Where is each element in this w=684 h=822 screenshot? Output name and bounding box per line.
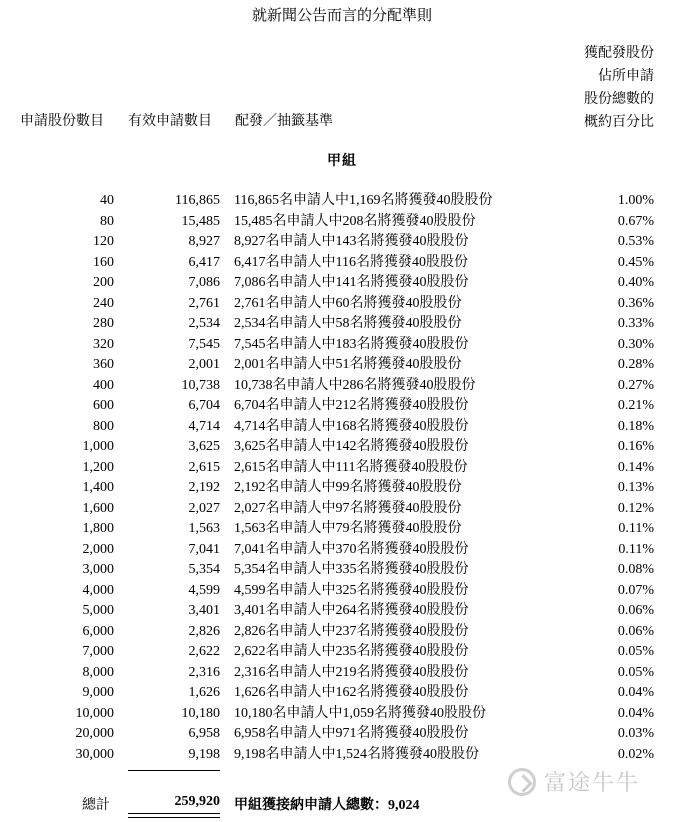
- percentage-cell: 0.03%: [617, 726, 654, 741]
- applications-cell: 4,599: [188, 582, 220, 598]
- applications-cell: 2,622: [188, 644, 220, 659]
- percentage-cell: 0.06%: [617, 603, 654, 618]
- shares-cell: 1,800: [82, 521, 114, 536]
- basis-cell: 4,714名申請人中168名將獲發40股股份: [234, 418, 469, 434]
- percentage-cell: 0.05%: [617, 664, 654, 680]
- header-percentage-line: 股份總數的: [584, 92, 654, 107]
- percentage-cell: 0.67%: [617, 213, 654, 229]
- table-row: [0, 438, 684, 459]
- table-row: [0, 500, 684, 521]
- header-shares-applied: 申請股份數目: [20, 114, 104, 129]
- shares-cell: 360: [93, 357, 114, 372]
- shares-cell: 8,000: [82, 664, 114, 680]
- table-row: [0, 192, 684, 213]
- basis-cell: 3,401名申請人中264名將獲發40股股份: [234, 603, 469, 618]
- applications-cell: 10,180: [181, 705, 220, 721]
- shares-cell: 20,000: [75, 726, 114, 741]
- applications-cell: 6,417: [188, 254, 220, 270]
- basis-cell: 7,545名申請人中183名將獲發40股股份: [234, 336, 469, 352]
- basis-cell: 2,826名申請人中237名將獲發40股股份: [234, 623, 469, 639]
- shares-cell: 280: [93, 316, 114, 331]
- table-row: [0, 356, 684, 377]
- basis-cell: 2,027名申請人中97名將獲發40股股份: [234, 500, 462, 516]
- total-double-rule: [128, 813, 220, 818]
- basis-cell: 10,180名申請人中1,059名將獲發40股股份: [234, 705, 486, 721]
- applications-cell: 6,704: [188, 398, 220, 413]
- percentage-cell: 0.21%: [617, 398, 654, 413]
- table-row: [0, 582, 684, 603]
- shares-cell: 9,000: [82, 685, 114, 700]
- shares-cell: 7,000: [82, 644, 114, 659]
- table-row: [0, 377, 684, 398]
- shares-cell: 160: [93, 254, 114, 270]
- table-row: [0, 459, 684, 480]
- applications-cell: 116,865: [175, 193, 220, 208]
- percentage-cell: 0.14%: [617, 459, 654, 475]
- percentage-cell: 1.00%: [617, 193, 654, 208]
- table-row: [0, 684, 684, 705]
- shares-cell: 4,000: [82, 582, 114, 598]
- table-row: [0, 336, 684, 357]
- applications-cell: 8,927: [188, 234, 220, 249]
- percentage-cell: 0.06%: [617, 623, 654, 639]
- percentage-cell: 0.30%: [617, 336, 654, 352]
- applications-cell: 15,485: [181, 213, 220, 229]
- shares-cell: 1,200: [82, 459, 114, 475]
- percentage-cell: 0.36%: [617, 295, 654, 311]
- table-row: [0, 746, 684, 767]
- applications-cell: 2,316: [188, 664, 220, 680]
- shares-cell: 120: [93, 234, 114, 249]
- shares-cell: 5,000: [82, 603, 114, 618]
- applications-cell: 2,534: [188, 316, 220, 331]
- shares-cell: 1,400: [82, 480, 114, 495]
- basis-cell: 2,534名申請人中58名將獲發40股股份: [234, 316, 462, 331]
- table-row: [0, 479, 684, 500]
- applications-cell: 1,563: [188, 521, 220, 536]
- applications-cell: 2,001: [188, 357, 220, 372]
- basis-cell: 6,704名申請人中212名將獲發40股股份: [234, 398, 469, 413]
- basis-cell: 1,626名申請人中162名將獲發40股股份: [234, 685, 469, 700]
- table-row: [0, 274, 684, 295]
- header-valid-applications: 有效申請數目: [128, 114, 212, 129]
- basis-cell: 1,563名申請人中79名將獲發40股股份: [234, 521, 462, 536]
- header-percentage-line: 獲配發股份: [584, 46, 654, 61]
- shares-cell: 40: [100, 193, 114, 208]
- table-row: [0, 213, 684, 234]
- applications-cell: 7,086: [188, 275, 220, 290]
- applications-cell: 3,401: [188, 603, 220, 618]
- applications-cell: 3,625: [188, 439, 220, 454]
- basis-cell: 2,615名申請人中111名將獲發40股股份: [234, 459, 468, 475]
- percentage-cell: 0.12%: [617, 500, 654, 516]
- basis-cell: 10,738名申請人中286名將獲發40股股份: [234, 377, 476, 393]
- table-row: [0, 254, 684, 275]
- table-row: [0, 418, 684, 439]
- percentage-cell: 0.13%: [617, 480, 654, 495]
- basis-cell: 7,041名申請人中370名將獲發40股股份: [234, 541, 469, 557]
- applications-cell: 5,354: [188, 562, 220, 577]
- table-row: [0, 315, 684, 336]
- page-title: 就新聞公告而言的分配準則: [251, 8, 432, 24]
- shares-cell: 800: [93, 418, 114, 434]
- shares-cell: 6,000: [82, 623, 114, 639]
- percentage-cell: 0.04%: [617, 705, 654, 721]
- subtotal-rule: [128, 770, 220, 771]
- applications-cell: 10,738: [181, 377, 220, 393]
- applications-cell: 2,192: [188, 480, 220, 495]
- shares-cell: 2,000: [82, 541, 114, 557]
- basis-cell: 116,865名申請人中1,169名將獲發40股股份: [234, 193, 493, 208]
- shares-cell: 1,600: [82, 500, 114, 516]
- basis-cell: 6,417名申請人中116名將獲發40股股份: [234, 254, 468, 270]
- percentage-cell: 0.40%: [617, 275, 654, 290]
- basis-cell: 4,599名申請人中325名將獲發40股股份: [234, 582, 469, 598]
- table-row: [0, 623, 684, 644]
- table-row: [0, 602, 684, 623]
- basis-cell: 2,622名申請人中235名將獲發40股股份: [234, 644, 469, 659]
- applications-cell: 1,626: [188, 685, 220, 700]
- table-row: [0, 664, 684, 685]
- applications-cell: 2,826: [188, 623, 220, 639]
- group-label: 甲組: [327, 154, 357, 169]
- percentage-cell: 0.28%: [617, 357, 654, 372]
- shares-cell: 1,000: [82, 439, 114, 454]
- shares-cell: 10,000: [75, 705, 114, 721]
- table-row: [0, 725, 684, 746]
- header-percentage-line: 概約百分比: [584, 115, 654, 130]
- header-percentage-line: 佔所申請: [598, 69, 654, 84]
- total-accepted-applicants: 甲組獲接納申請人總數：9,024: [234, 798, 420, 813]
- percentage-cell: 0.53%: [617, 234, 654, 249]
- header-percentage: [584, 42, 654, 134]
- basis-cell: 7,086名申請人中141名將獲發40股股份: [234, 275, 469, 290]
- percentage-cell: 0.11%: [618, 541, 654, 557]
- table-row: [0, 541, 684, 562]
- percentage-cell: 0.08%: [617, 562, 654, 577]
- applications-cell: 9,198: [188, 746, 220, 762]
- percentage-cell: 0.02%: [617, 746, 654, 762]
- table-row: [0, 705, 684, 726]
- shares-cell: 200: [93, 275, 114, 290]
- applications-cell: 2,615: [188, 459, 220, 475]
- basis-cell: 8,927名申請人中143名將獲發40股股份: [234, 234, 469, 249]
- applications-cell: 6,958: [188, 726, 220, 741]
- percentage-cell: 0.11%: [618, 521, 654, 536]
- basis-cell: 2,316名申請人中219名將獲發40股股份: [234, 664, 469, 680]
- total-value: 259,920: [174, 794, 220, 809]
- applications-cell: 4,714: [188, 418, 220, 434]
- percentage-cell: 0.05%: [617, 644, 654, 659]
- total-label: 總計: [82, 798, 110, 813]
- basis-cell: 3,625名申請人中142名將獲發40股股份: [234, 439, 469, 454]
- shares-cell: 3,000: [82, 562, 114, 577]
- basis-cell: 5,354名申請人中335名將獲發40股股份: [234, 562, 469, 577]
- percentage-cell: 0.04%: [617, 685, 654, 700]
- shares-cell: 320: [93, 336, 114, 352]
- basis-cell: 2,192名申請人中99名將獲發40股股份: [234, 480, 462, 495]
- basis-cell: 6,958名申請人中971名將獲發40股股份: [234, 726, 469, 741]
- shares-cell: 80: [100, 213, 114, 229]
- percentage-cell: 0.27%: [617, 377, 654, 393]
- table-row: [0, 561, 684, 582]
- shares-cell: 30,000: [75, 746, 114, 762]
- applications-cell: 2,027: [188, 500, 220, 516]
- basis-cell: 2,761名申請人中60名將獲發40股股份: [234, 295, 462, 311]
- shares-cell: 600: [93, 398, 114, 413]
- percentage-cell: 0.07%: [617, 582, 654, 598]
- shares-cell: 400: [93, 377, 114, 393]
- basis-cell: 15,485名申請人中208名將獲發40股股份: [234, 213, 476, 229]
- applications-cell: 2,761: [188, 295, 220, 311]
- table-row: [0, 397, 684, 418]
- shares-cell: 240: [93, 295, 114, 311]
- basis-cell: 2,001名申請人中51名將獲發40股股份: [234, 357, 462, 372]
- percentage-cell: 0.45%: [617, 254, 654, 270]
- watermark: [508, 766, 640, 797]
- table-row: [0, 233, 684, 254]
- watermark-text: 富途牛牛: [544, 771, 641, 796]
- allocation-table: [0, 192, 684, 766]
- table-row: [0, 520, 684, 541]
- basis-cell: 9,198名申請人中1,524名將獲發40股股份: [234, 746, 479, 762]
- percentage-cell: 0.33%: [617, 316, 654, 331]
- table-row: [0, 295, 684, 316]
- applications-cell: 7,041: [188, 541, 220, 557]
- futu-logo-icon: [508, 768, 536, 796]
- header-basis: 配發／抽籤基準: [235, 114, 333, 129]
- applications-cell: 7,545: [188, 336, 220, 352]
- percentage-cell: 0.18%: [617, 418, 654, 434]
- percentage-cell: 0.16%: [617, 439, 654, 454]
- table-row: [0, 643, 684, 664]
